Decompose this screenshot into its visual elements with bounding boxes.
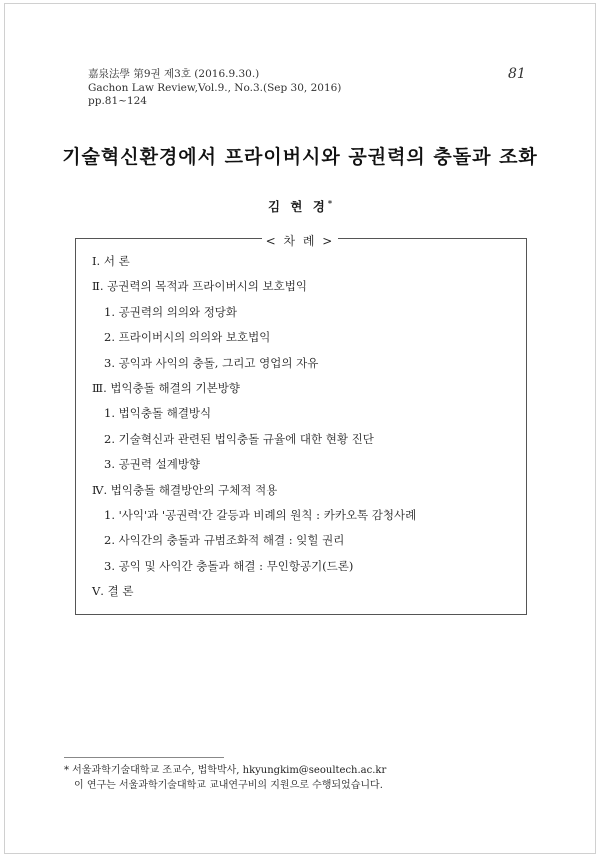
page-number: 81 [508,66,526,82]
footnote [64,763,386,793]
journal-header-line3: pp.81~124 [88,95,147,107]
author-footnote-mark: * [327,197,333,208]
footnote-line1: * 서울과학기술대학교 조교수, 법학박사, hkyungkim@seoultech.ac.kr [64,765,387,776]
toc-item: 3. 공익 및 사익간 충돌과 해결 : 무인항공기(드론) [104,558,354,573]
toc-item: Ⅰ. 서 론 [92,254,130,268]
toc-item: 2. 기술혁신과 관련된 법익충돌 규율에 대한 현황 진단 [104,431,374,446]
toc-item: 1. '사익'과 '공권력'간 갈등과 비례의 원칙 : 카카오톡 감청사례 [104,507,417,522]
toc-item: Ⅴ. 결 론 [92,584,134,599]
footnote-divider [64,757,224,758]
toc-item: 2. 프라이버시의 의의와 보호법익 [104,330,271,345]
journal-header-line2: Gachon Law Review,Vol.9., No.3.(Sep 30, 2016) [88,81,342,94]
toc-item: 3. 공익과 사익의 충돌, 그리고 영업의 자유 [104,355,319,370]
toc-item: 2. 사익간의 충돌과 규범조화적 해결 : 잊힐 권리 [104,533,345,548]
toc-item: Ⅲ. 법익충돌 해결의 기본방향 [92,380,240,395]
paper-title: 기술혁신환경에서 프라이버시와 공권력의 충돌과 조화 [62,146,538,168]
toc-label-wrapper [0,230,600,249]
journal-header-line1: 嘉泉法學 第9권 제3호 (2016.9.30.) [88,68,260,80]
toc-list [92,253,416,608]
author [0,197,600,215]
toc-label: < 차 례 > [262,232,339,249]
author-name: 김 현 경 [267,199,328,214]
footnote-line2: 이 연구는 서울과학기술대학교 교내연구비의 지원으로 수행되었습니다. [74,780,383,791]
toc-item: Ⅳ. 법익충돌 해결방안의 구체적 적용 [92,482,278,497]
toc-item: 1. 법익충돌 해결방식 [104,406,212,421]
toc-item: 1. 공권력의 의의와 정당화 [104,304,238,319]
journal-header [88,68,341,109]
toc-item: Ⅱ. 공권력의 목적과 프라이버시의 보호법익 [92,279,307,294]
toc-item: 3. 공권력 설계방향 [104,457,201,472]
